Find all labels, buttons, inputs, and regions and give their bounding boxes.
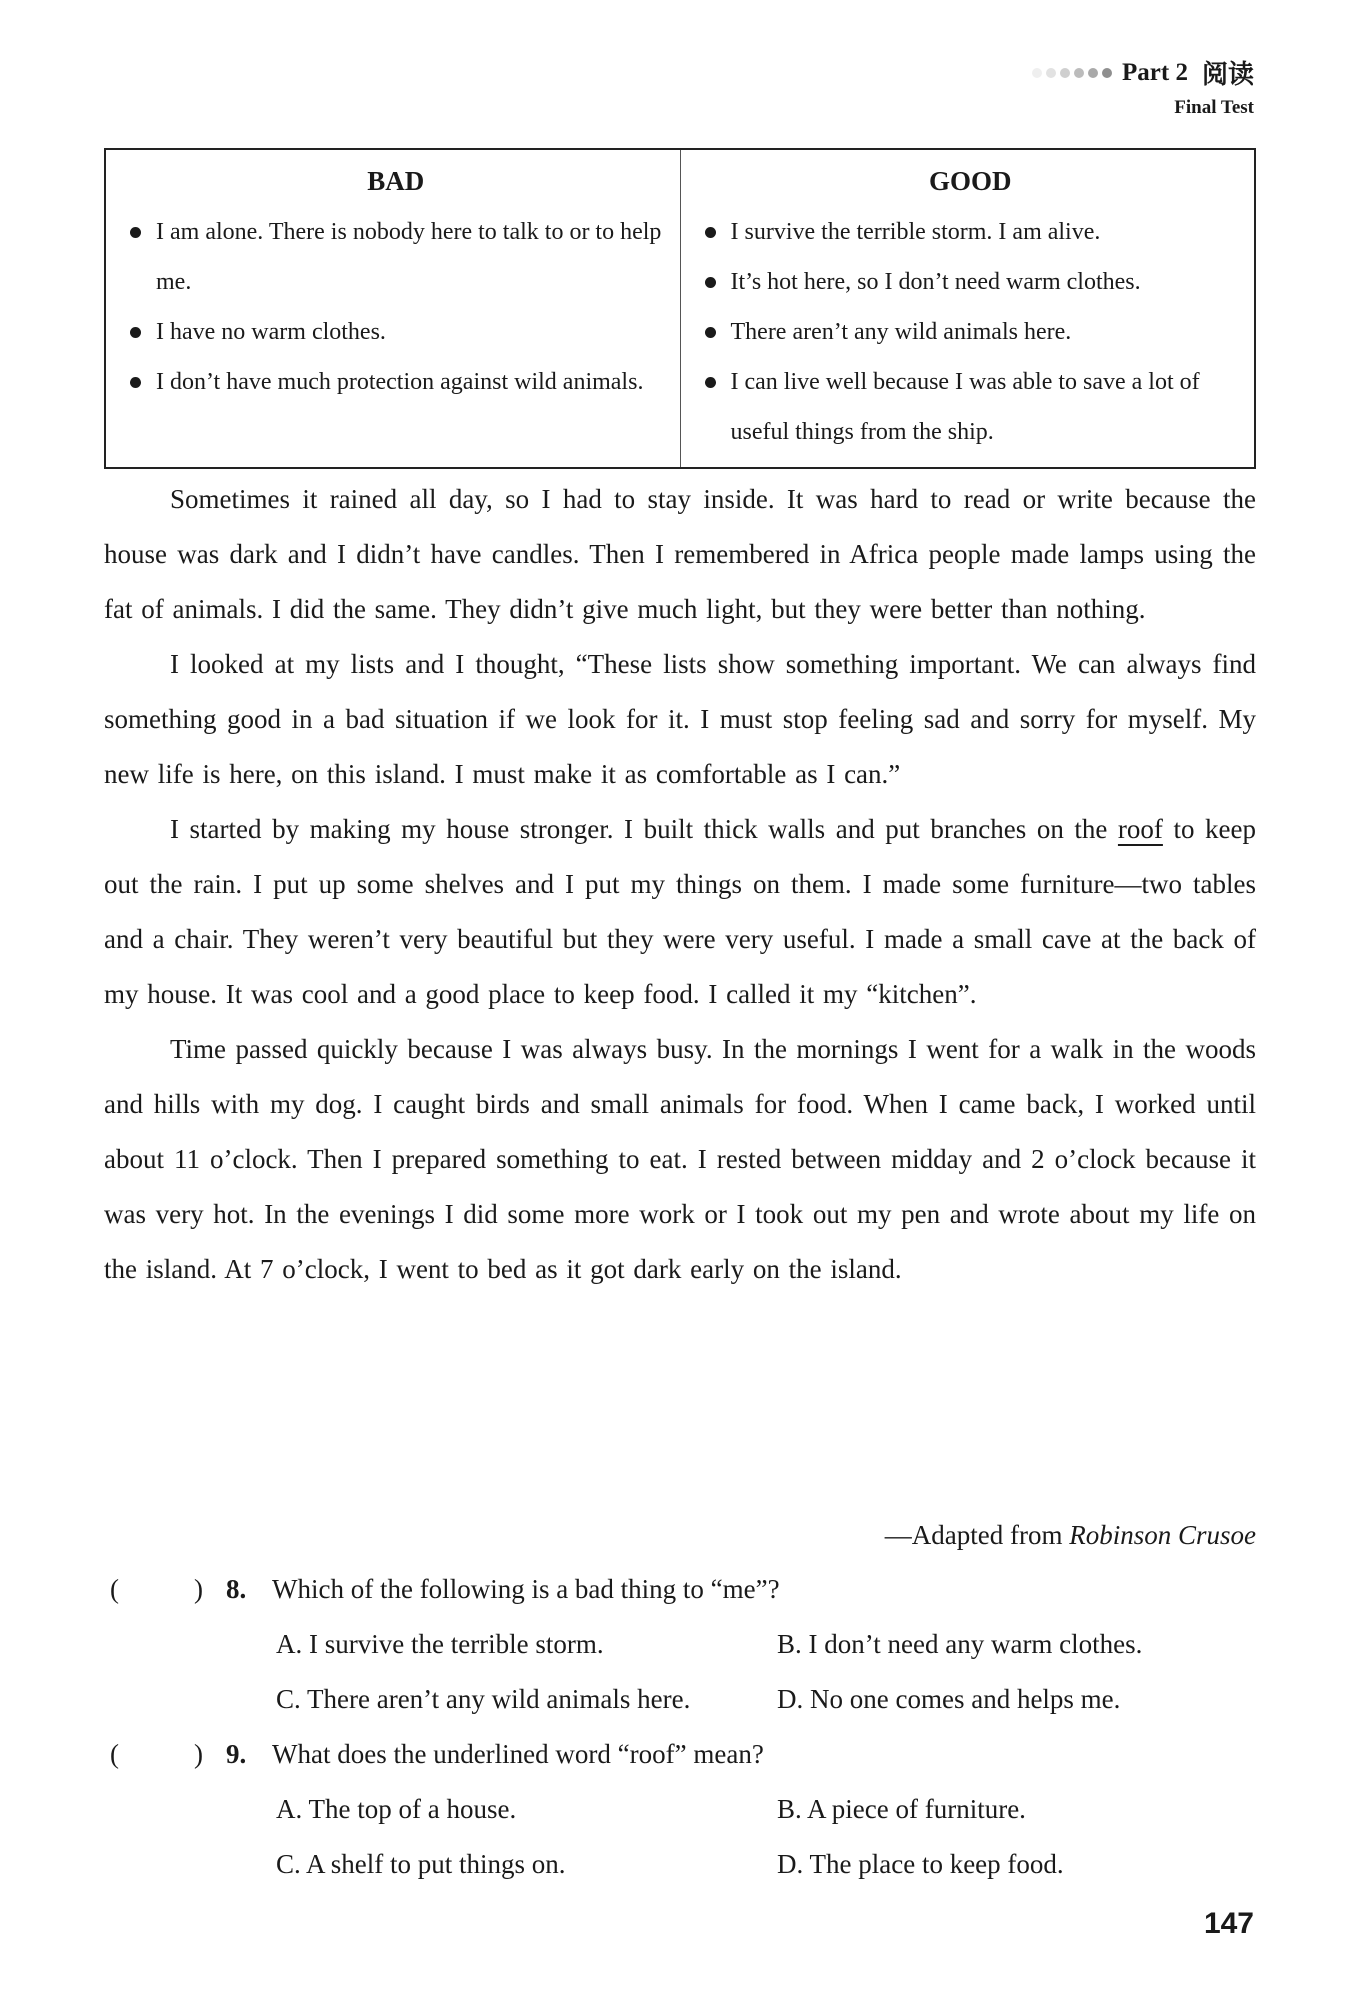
- good-list: [701, 207, 1241, 457]
- page-header: [1032, 54, 1254, 119]
- paragraph: [104, 802, 1256, 1022]
- paragraph-text: to keep out the rain. I put up some shelves and I put my things on them. I made some furniture—two tables and a chair. They weren’t very beautiful but they were very useful. I made a small cave at the back of my house. It was cool and a good place to keep food. I called it my “kitchen”.: [104, 814, 1256, 1009]
- dot-icon: [1032, 68, 1042, 78]
- part-chinese-label: 阅读: [1201, 60, 1254, 90]
- bad-good-table: [104, 148, 1256, 469]
- paragraph: Time passed quickly because I was always busy. In the mornings I went for a walk in the woods and hills with my dog. I caught birds and small animals for food. When I came back, I worked until about 11 o’clock. Then I prepared something to eat. I rested between midday and 2 o’clock because it was very hot. In the evenings I did some more work or I took out my pen and wrote about my life on the island. At 7 o’clock, I went to bed as it got dark early on the island.: [104, 1034, 1256, 1284]
- good-column-title: GOOD: [928, 166, 1012, 196]
- decorative-dots: [1032, 68, 1112, 78]
- option-row: [104, 1782, 1256, 1837]
- option-b: B. A piece of furniture.: [777, 1794, 1026, 1824]
- paragraph: I looked at my lists and I thought, “These lists show something important. We can always find something good in a bad situation if we look for it. I must stop feeling sad and sorry for myself. My new life is here, on this island. I must make it as comfortable as I can.”: [104, 649, 1256, 789]
- source-attribution: [885, 1520, 1256, 1551]
- source-prefix: —Adapted from: [884, 1520, 1070, 1550]
- question-line: [104, 1562, 1256, 1617]
- option-a: A. I survive the terrible storm.: [276, 1629, 604, 1659]
- option-row: [104, 1837, 1256, 1892]
- part-label: Part 2: [1122, 58, 1188, 86]
- dot-icon: [1046, 68, 1056, 78]
- answer-blank-close: ): [194, 1574, 203, 1604]
- good-item: I survive the terrible storm. I am alive.: [701, 207, 1241, 257]
- answer-blank-open: (: [110, 1574, 119, 1604]
- header-top: [1032, 54, 1254, 91]
- dot-icon: [1102, 68, 1112, 78]
- bad-item: I don’t have much protection against wild animals.: [126, 357, 666, 407]
- question-number: 9.: [226, 1739, 247, 1769]
- dot-icon: [1074, 68, 1084, 78]
- option-c: C. A shelf to put things on.: [276, 1849, 566, 1879]
- answer-blank-open: (: [110, 1739, 119, 1769]
- source-title: Robinson Crusoe: [1069, 1520, 1256, 1550]
- dot-icon: [1060, 68, 1070, 78]
- page-number: 147: [1203, 1907, 1254, 1940]
- paragraph: Sometimes it rained all day, so I had to stay inside. It was hard to read or write because the house was dark and I didn’t have candles. Then I remembered in Africa people made lamps using the fat of animals. I did the same. They didn’t give much light, but they were better than nothing.: [104, 484, 1256, 624]
- bad-item: I am alone. There is nobody here to talk to or to help me.: [126, 207, 666, 307]
- bad-column: [105, 149, 680, 468]
- question-number: 8.: [226, 1574, 247, 1604]
- good-item: I can live well because I was able to save a lot of useful things from the ship.: [701, 357, 1241, 457]
- header-subtitle: Final Test: [1174, 97, 1254, 118]
- option-a: A. The top of a house.: [276, 1794, 517, 1824]
- question-line: [104, 1727, 1256, 1782]
- bad-column-title: BAD: [367, 166, 425, 196]
- option-d: D. The place to keep food.: [777, 1849, 1064, 1879]
- dot-icon: [1088, 68, 1098, 78]
- reading-passage: [104, 472, 1256, 1297]
- option-c: C. There aren’t any wild animals here.: [276, 1684, 691, 1714]
- question-text: What does the underlined word “roof” mean?: [272, 1739, 764, 1769]
- option-b: B. I don’t need any warm clothes.: [777, 1629, 1143, 1659]
- option-row: [104, 1617, 1256, 1672]
- question-9: [104, 1727, 1256, 1892]
- option-d: D. No one comes and helps me.: [777, 1684, 1121, 1714]
- question-text: Which of the following is a bad thing to “me”?: [272, 1574, 780, 1604]
- underlined-word: roof: [1117, 814, 1163, 844]
- answer-blank-close: ): [194, 1739, 203, 1769]
- good-column: [680, 149, 1255, 468]
- paragraph-text: I started by making my house stronger. I built thick walls and put branches on the: [170, 814, 1118, 844]
- question-8: [104, 1562, 1256, 1727]
- option-row: [104, 1672, 1256, 1727]
- good-item: There aren’t any wild animals here.: [701, 307, 1241, 357]
- bad-item: I have no warm clothes.: [126, 307, 666, 357]
- bad-list: [126, 207, 666, 407]
- good-item: It’s hot here, so I don’t need warm clothes.: [701, 257, 1241, 307]
